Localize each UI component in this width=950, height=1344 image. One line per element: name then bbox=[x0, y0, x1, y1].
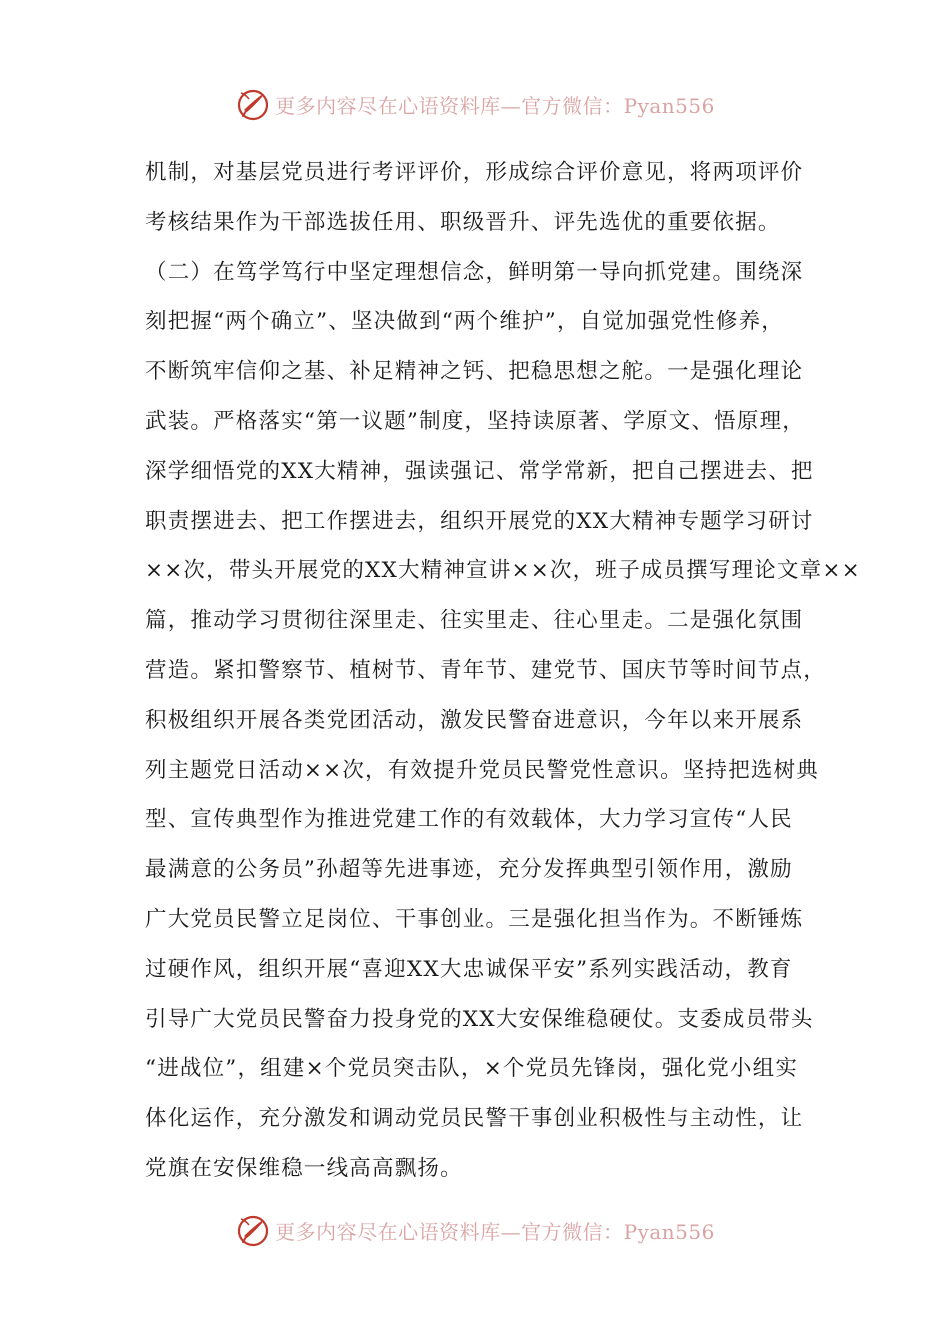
body-line: 深学细悟党的XX大精神，强读强记、常学常新，把自己摆进去、把 bbox=[145, 458, 814, 484]
body-line: 体化运作，充分激发和调动党员民警干事创业积极性与主动性，让 bbox=[145, 1106, 804, 1132]
body-line: 营造。紧扣警察节、植树节、青年节、建党节、国庆节等时间节点， bbox=[145, 657, 827, 683]
body-line: 列主题党日活动××次，有效提升党员民警党性意识。坚持把选树典 bbox=[145, 757, 820, 783]
body-line: 不断筑牢信仰之基、补足精神之钙、把稳思想之舵。一是强化理论 bbox=[145, 359, 804, 385]
body-line: 机制，对基层党员进行考评评价，形成综合评价意见，将两项评价 bbox=[145, 160, 804, 185]
body-line: 刻把握“两个确立”、坚决做到“两个维护”，自觉加强党性修养， bbox=[145, 309, 784, 335]
header-banner bbox=[0, 84, 950, 124]
body-line: ××次，带头开展党的XX大精神宣讲××次，班子成员撰写理论文章×× bbox=[145, 558, 861, 584]
body-line: 积极组织开展各类党团活动，激发民警奋进意识，今年以来开展系 bbox=[145, 707, 804, 733]
body-line: 广大党员民警立足岗位、干事创业。三是强化担当作为。不断锤炼 bbox=[145, 906, 804, 932]
body-line: 过硬作风，组织开展“喜迎XX大忠诚保平安”系列实践活动，教育 bbox=[145, 956, 793, 982]
footer-banner-text[interactable]: 更多内容尽在心语资料库—官方微信：Pyan556 bbox=[275, 1219, 715, 1244]
body-line: 考核结果作为干部选拔任用、职级晋升、评先选优的重要依据。 bbox=[145, 209, 781, 235]
body-line: 武装。严格落实“第一议题”制度，坚持读原著、学原文、悟原理， bbox=[145, 408, 805, 434]
body-line: “进战位”，组建×个党员突击队，×个党员先锋岗，强化党小组实 bbox=[145, 1056, 799, 1082]
body-line: （二）在笃学笃行中坚定理想信念，鲜明第一导向抓党建。围绕深 bbox=[145, 259, 804, 285]
body-line: 职责摆进去、把工作摆进去，组织开展党的XX大精神专题学习研讨 bbox=[145, 508, 814, 534]
body-line: 最满意的公务员”孙超等先进事迹，充分发挥典型引领作用，激励 bbox=[145, 857, 793, 883]
pen-logo-icon bbox=[235, 86, 271, 122]
body-line: 型、宣传典型作为推进党建工作的有效载体，大力学习宣传“人民 bbox=[145, 807, 793, 833]
document-body bbox=[145, 148, 861, 1194]
footer-banner bbox=[0, 1210, 950, 1250]
body-line: 党旗在安保维稳一线高高飘扬。 bbox=[145, 1155, 463, 1181]
body-line: 篇，推动学习贯彻往深里走、往实里走、往心里走。二是强化氛围 bbox=[145, 608, 804, 634]
header-banner-text[interactable]: 更多内容尽在心语资料库—官方微信：Pyan556 bbox=[275, 93, 715, 118]
pen-logo-icon bbox=[235, 1212, 271, 1248]
body-line: 引导广大党员民警奋力投身党的XX大安保维稳硬仗。支委成员带头 bbox=[145, 1006, 814, 1032]
